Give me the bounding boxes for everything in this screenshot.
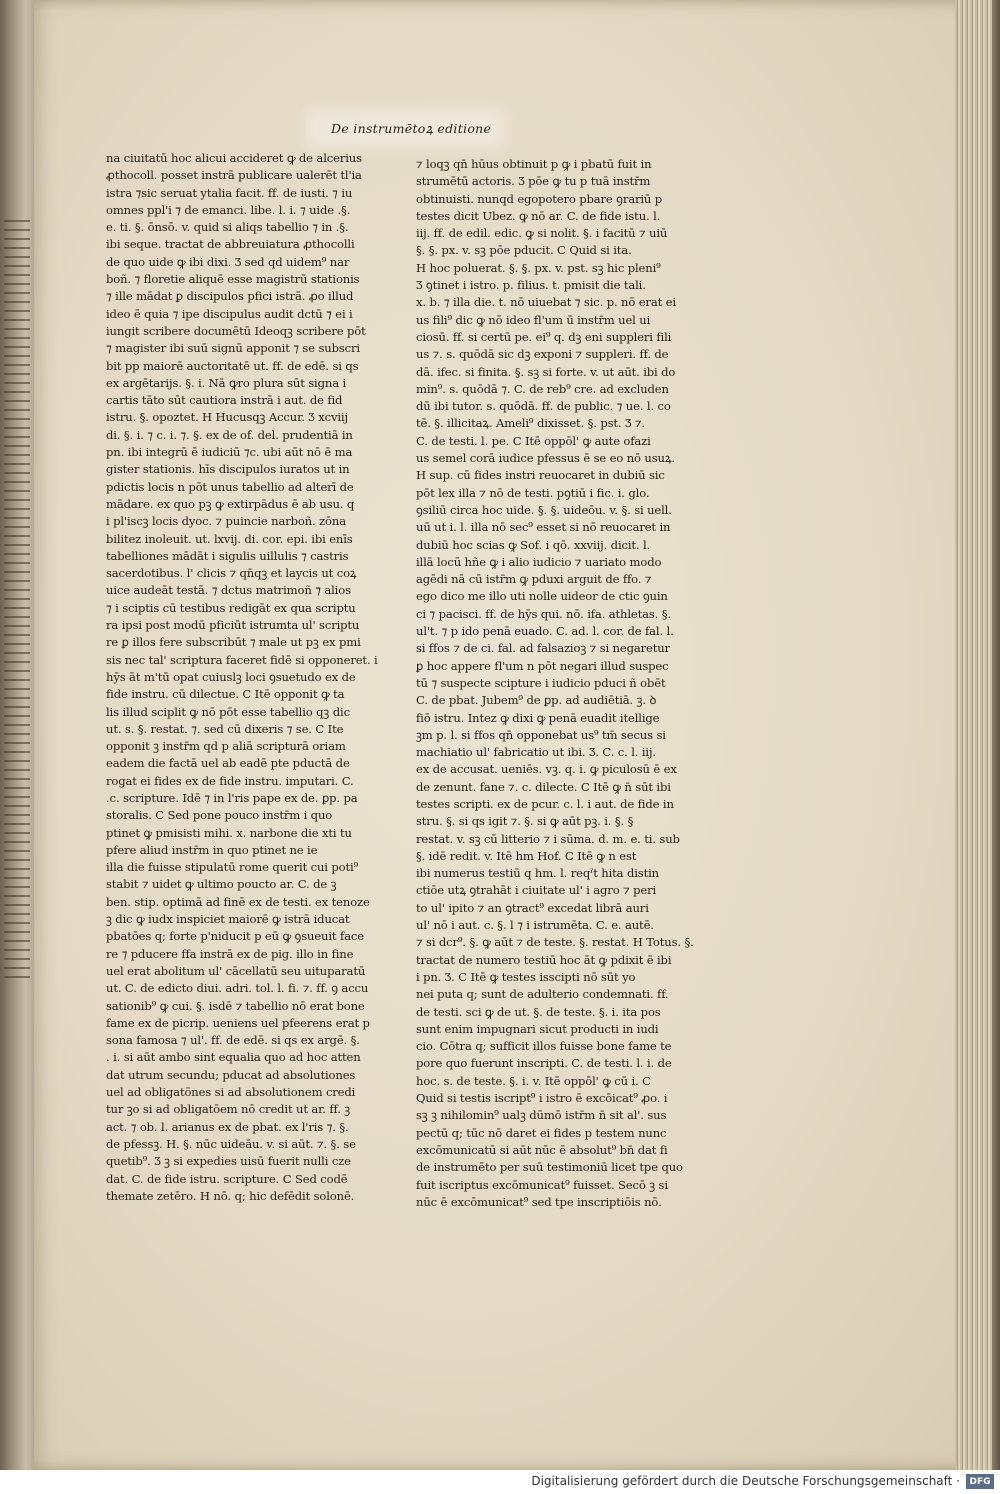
text-line: stru. §. si qs igit ⁊. §. si ꝙ aūt pꝫ. i. §. § xyxy=(416,814,634,829)
text-line: ⁊ ille mādat ꝑ discipulos pfici istrā. ꝓo illud xyxy=(106,289,354,304)
text-line: dat utrum secundu; pducat ad absolutiones xyxy=(106,1067,356,1082)
text-line: themate zetēro. H nō. q; hic defēdit solonē. xyxy=(106,1188,355,1203)
text-line: sona famosa ⁊ ul'. ff. de edē. si qs ex argē. §. xyxy=(106,1033,360,1048)
text-line: §. §. px. v. sꝫ pōe pducit. C Quid si ita. xyxy=(416,243,632,258)
text-line: us semel corā iudice pfessus ē se eo nō usuꝝ. xyxy=(416,451,675,466)
text-line: ꝫ dic ꝙ iudx inspiciet maiorē ꝙ istrā iducat xyxy=(106,912,350,927)
text-line: illa die fuisse stipulatū rome querit cui poti⁹ xyxy=(106,860,359,875)
text-line: de instrumēto per suū testimoniū licet tpe quo xyxy=(416,1160,683,1175)
text-line: cio. Cōtra q; sufficit illos fuisse bone fame te xyxy=(416,1039,672,1054)
text-line: C. de pbat. Jubem⁹ de ꝑp. ad audiētiā. ꝫ. ꝺ xyxy=(416,693,657,708)
text-line: ꝯsiliū circa hoc uide. §. §. uideōu. v. §. si uell. xyxy=(416,502,672,517)
text-line: dū ibi tutor. s. quōdā. ff. de public. ⁊ ue. l. co xyxy=(416,399,671,414)
text-line: excōmunicatū si aūt nūc ē absolut⁹ bn̄ dat fi xyxy=(416,1142,668,1157)
text-line: ra ipsi post modū pficiūt istrumta ul' scriptu xyxy=(106,618,360,633)
text-line: tabelliones mādāt i sigulis uillulis ⁊ castris xyxy=(106,548,349,563)
text-line: testes dicit Ubez. ꝙ nō ar. C. de fide istu. l. xyxy=(416,208,661,223)
page-block-edges xyxy=(955,0,1000,1470)
text-line: ut. s. §. restat. ⁊. sed cū dixeris ⁊ se. C Ite xyxy=(106,721,344,736)
text-line: istra ⁊sic seruat ytalia facit. ff. de iusti. ⁊ iu xyxy=(106,185,353,200)
text-line: fide instru. cū dilectue. C Itē opponit ꝙ ta xyxy=(106,687,345,702)
text-line: cartis tāto sūt cautiora instrā i aut. de fid xyxy=(106,393,343,408)
text-line: C. de testi. l. pe. C Itē oppōl' ꝙ aute ofazi xyxy=(416,433,651,448)
text-line: storalis. C Sed pone pouco instr̄m i quo xyxy=(106,808,333,823)
right-text-column xyxy=(416,156,694,1211)
text-line: us fili⁹ dic ꝙ nō ideo fl'um ū instr̄m uel ui xyxy=(416,312,651,327)
text-line: ⁊ loqꝫ qn̄ hūus obtinuit p ꝙ i pbatū fuit in xyxy=(416,157,652,171)
text-line: mādare. ex quo pꝫ ꝙ extirpādus ē ab usu. q xyxy=(106,496,355,511)
text-line: min⁹. s. quōdā ⁊. C. de reb⁹ cre. ad excluden xyxy=(416,381,669,396)
text-line: eadem die factā uel ab eadē pte pductā de xyxy=(106,756,350,771)
text-line: obtinuisti. nunqd egopotero pbare ꝯrariū p xyxy=(416,191,663,206)
running-header: De instrumētoꝝ editione xyxy=(331,121,492,136)
text-line: istru. §. opoztet. H Hucusqꝫ Accur. Ʒ xcviij xyxy=(106,410,348,425)
text-line: re ⁊ pducere ffa instrā ex de pig. illo in fine xyxy=(106,946,354,961)
text-line: sationib⁹ ꝙ cui. §. isdē ⁊ tabellio nō erat bone xyxy=(106,998,365,1013)
text-line: ul' nō i aut. c. §. l ⁊ i istrumēta. C. e. autē. xyxy=(416,918,654,933)
footer-bar xyxy=(0,1470,1000,1494)
text-line: na ciuitatū hoc alicui accideret ꝙ de alcerius xyxy=(106,151,362,165)
text-line: ben. stip. optimā ad finē ex de testi. ex tenoze xyxy=(106,894,370,909)
funding-credit: Digitalisierung gefördert durch die Deutsche Forschungsgemeinschaft · xyxy=(531,1474,960,1488)
text-line: H hoc poluerat. §. §. px. v. pst. sꝫ hic pleni⁹ xyxy=(416,260,661,275)
text-line: de zenunt. fane ⁊. c. dilecte. C Itē ꝙ n̄ sūt ibi xyxy=(416,779,671,794)
text-line: ex argētarijs. §. i. Nā ꝙro plura sūt signa i xyxy=(106,375,347,390)
text-line: uū ut i. l. illa nō sec⁹ esset si nō reuocaret in xyxy=(416,520,671,535)
text-line: pbatōes q; forte p'niducit p eū ꝙ ꝯsueuit face xyxy=(106,929,364,944)
text-line: uice audeāt testā. ⁊ dctus matrimoñ ⁊ alios xyxy=(106,583,351,598)
text-line: ci ⁊ pacisci. ff. de hȳs qui. nō. ifa. athletas. §. xyxy=(416,606,671,621)
text-line: ctiōe utꝝ ꝯtrahāt i ciuitate ul' i agro ⁊ peri xyxy=(416,883,657,898)
text-line: boñ. ⁊ floretie aliquē esse magistrū stationis xyxy=(106,272,360,287)
text-line: agēdi nā cū istr̄m ꝙ pduxi arguit de ffo. ⁊ xyxy=(416,572,652,587)
text-line: nei puta q; sunt de adulterio condemnati. ff. xyxy=(416,987,669,1002)
text-line: gister stationis. hīs discipulos iuratos ut in xyxy=(106,462,350,477)
text-line: i pl'iscꝫ locis dyoc. ⁊ puincie narboñ. zōna xyxy=(106,514,346,529)
text-line: Quid si testis iscript⁹ i istro ē excōicat⁹ ꝓo. i xyxy=(416,1091,668,1106)
text-line: ꝫm p. l. si ffos qn̄ opponebat us⁹ tm̄ secus si xyxy=(416,727,666,742)
text-line: §. idē redit. v. Itē hm Hof. C Itē ꝙ n est xyxy=(416,848,637,863)
text-line: ⁊ i sciptis cū testibus redigāt ex qua scriptu xyxy=(106,600,356,615)
text-line: sꝫ ꝫ nihilomin⁹ ualꝫ dūmō istr̄m n̄ sit al'. sus xyxy=(416,1108,667,1123)
text-line: x. b. ⁊ illa die. t. nō uiuebat ⁊ sic. p. nō erat ei xyxy=(416,295,676,310)
text-line: pectū q; tūc nō daret ei fides p testem nunc xyxy=(416,1125,667,1140)
text-line: pn. ibi integrū ē iudiciū ⁊c. ubi aūt nō ē ma xyxy=(106,445,353,460)
text-line: fiō istru. Intez ꝙ dixi ꝙ penā euadit itellige xyxy=(416,710,660,725)
facing-page-edge xyxy=(0,0,34,1470)
text-line: ideo ē quia ⁊ ipe discipulus audit dctū ⁊ ei i xyxy=(106,306,353,321)
text-line: ptinet ꝙ pmisisti mihi. x. narbone die xti tu xyxy=(106,825,352,840)
text-line: uel erat abolitum ul' cācellatū seu uituparatū xyxy=(106,963,366,978)
text-line: di. §. i. ⁊ c. i. ⁊. §. ex de of. del. prudentiā in xyxy=(106,427,353,442)
text-line: .c. scripture. Idē ⁊ in l'ris pape ex de. ꝑp. pa xyxy=(106,790,358,805)
text-line: ut. C. de edicto diui. adri. tol. l. fi. ⁊. ff. ꝯ accu xyxy=(106,981,369,996)
text-line: iij. ff. de edil. edic. ꝙ si nolit. §. i facitū ⁊ uiū xyxy=(416,226,668,241)
text-line: machiatio ul' fabricatio ut ibi. Ʒ. C. c. l. iij. xyxy=(416,745,656,760)
text-line: testes scripti. ex de pcur. c. l. i aut. de fide in xyxy=(416,796,674,811)
text-line: ⁊ si dcr⁹. §. ꝙ aūt ⁊ de teste. §. restat. H Totus. §. xyxy=(416,935,694,950)
text-line: de testi. sci ꝙ de ut. §. de teste. §. i. ita pos xyxy=(416,1004,661,1019)
text-line: ibi seque. tractat de abbreuiatura ꝓthocolli xyxy=(106,237,355,252)
text-line: Ʒ ꝯtinet i istro. p. filius. t. pmisit die tali. xyxy=(416,278,646,293)
text-line: dat. C. de fide istru. scripture. C Sed codē xyxy=(106,1171,348,1186)
text-line: tē. §. illicitaꝝ. Ameli⁹ dixisset. §. pst. Ʒ ⁊. xyxy=(416,416,645,431)
text-line: ul't. ⁊ p ido penā euado. C. ad. l. cor. de fal. l. xyxy=(416,624,674,639)
text-line: sunt enim impugnari sicut producti in iudi xyxy=(416,1021,659,1036)
text-line: fame ex de picrip. ueniens uel pfeerens erat p xyxy=(106,1015,370,1030)
text-line: rogat ei fides ex de fide instru. imputari. C. xyxy=(106,773,354,788)
text-line: lis illud sciplit ꝙ nō pōt esse tabellio qꝫ dic xyxy=(106,704,350,719)
text-line: pōt lex illa ⁊ nō de testi. pꝯtiū i fic. i. glo. xyxy=(416,485,650,500)
text-line: . i. si aūt ambo sint equalia quo ad hoc atten xyxy=(106,1050,361,1065)
text-line: pdictis locis n pōt unus tabellio ad alterī de xyxy=(106,479,354,494)
text-line: dā. ifec. si finita. §. sꝫ si forte. v. ut aūt. ibi do xyxy=(416,364,676,379)
text-line: hȳs āt m'tū opat cuiuslꝫ loci ꝯsuetudo ex de xyxy=(106,669,356,684)
text-line: opponit ꝫ instr̄m qd p aliā scripturā oriam xyxy=(106,739,346,754)
text-line: sis nec tal' scriptura faceret fidē si opponeret. i xyxy=(106,652,378,667)
text-line: ꝑ hoc appere fl'um n pōt negari illud suspec xyxy=(416,658,669,673)
text-line: hoc. s. de teste. §. i. v. Itē oppōl' ꝙ cū i. C xyxy=(416,1073,651,1088)
text-line: bit pp maiorē auctoritatē ut. ff. de edē. si qs xyxy=(106,358,359,373)
text-line: fuit iscriptus excōmunicat⁹ fuisset. Secō ꝫ si xyxy=(416,1177,668,1192)
text-line: tū ⁊ suspecte scipture i iudicio pduci ñ obēt xyxy=(416,675,666,690)
text-line: de quo uide ꝙ ibi dixi. Ʒ sed qd uidem⁹ nar xyxy=(106,254,350,269)
text-line: i pn. Ʒ. C Itē ꝙ testes isscipti nō sūt yo xyxy=(416,969,636,984)
text-line: bilitez inoleuit. ut. lxvij. di. cor. epi. ibi enīs xyxy=(106,531,353,546)
text-line: dubiū hoc scias ꝙ Sof. i qō. xxviij. dicit. l. xyxy=(416,537,651,552)
text-line: sacerdotibus. l' clicis ⁊ qn̄qꝫ et laycis ut coꝝ xyxy=(106,566,357,581)
text-line: nūc ē excōmunicat⁹ sed tpe inscriptiōis nō. xyxy=(416,1194,662,1209)
text-line: tractat de numero testiū hoc āt ꝙ pdixit ē ibi xyxy=(416,952,672,967)
text-line: de pfessꝫ. H. §. nūc uideāu. v. si aūt. ⁊. §. se xyxy=(106,1136,356,1151)
text-line: stabit ⁊ uidet ꝙ ultimo poucto ar. C. de ꝫ xyxy=(106,877,337,892)
text-line: si ffos ⁊ de ci. fal. ad falsazioꝫ ⁊ si negaretur xyxy=(416,641,670,656)
text-line: restat. v. sꝫ cū litterio ⁊ i sūma. d. m. e. ti. sub xyxy=(416,831,680,846)
facing-page-text-fragment xyxy=(4,220,30,980)
text-line: ⁊ magister ibi suū signū apponit ⁊ se subscri xyxy=(106,341,360,356)
text-line: to ul' ipito ⁊ an ꝯtract⁹ excedat librā auri xyxy=(416,900,649,915)
text-line: ex de accusat. ueniēs. vꝫ. q. i. ꝙ piculosū ē ex xyxy=(416,762,677,777)
text-line: pfere aliud instr̄m in quo ptinet ne ie xyxy=(106,842,318,857)
text-line: quetib⁹. Ʒ ꝫ si expedies uisū fuerit nulli cze xyxy=(106,1154,351,1169)
text-line: re ꝑ illos fere subscribūt ⁊ male ut pꝫ ex pmi xyxy=(106,635,361,650)
text-line: uel ad obligatōnes si ad absolutionem credi xyxy=(106,1085,356,1100)
text-line: ciosū. ff. si certū pe. ei⁹ q. dꝫ eni suppleri fili xyxy=(416,329,672,344)
text-line: ꝓthocoll. posset instrā publicare ualerēt tl'ia xyxy=(106,168,362,183)
text-line: e. ti. §. ōnsō. v. quid si aliqs tabellio ⁊ in .§. xyxy=(106,220,349,235)
text-line: act. ⁊ ob. l. arianus ex de pbat. ex l'ris ⁊. §. xyxy=(106,1119,349,1134)
text-line: strumētū actoris. Ʒ pōe ꝙ tu p tuā instr̄m xyxy=(416,174,651,189)
left-text-column xyxy=(106,150,378,1205)
text-line: us ⁊. s. quōdā sic dꝫ exponi ⁊ suppleri. ff. de xyxy=(416,347,669,362)
text-line: illā locū hñe ꝙ i alio iudicio ⁊ uariato modo xyxy=(416,554,662,569)
text-line: ibi numerus testiū q hm. l. reqˀt hita distin xyxy=(416,866,659,881)
dfg-logo-icon: DFG xyxy=(966,1474,994,1489)
text-line: omnes ppl'i ⁊ de emanci. libe. l. i. ⁊ uide .§. xyxy=(106,202,351,217)
text-line: iungit scribere documētū Ideoqꝫ scribere pōt xyxy=(106,323,366,338)
text-line: tur ꝫo si ad obligatōem nō credit ut ar. ff. ꝫ xyxy=(106,1102,351,1117)
text-line: pore quo fuerunt inscripti. C. de testi. l. i. de xyxy=(416,1056,672,1071)
text-line: H sup. cū fides instri reuocaret in dubiū sic xyxy=(416,468,665,483)
text-line: ego dico me illo uti nolle uideor de ctic ꝯuin xyxy=(416,589,668,604)
